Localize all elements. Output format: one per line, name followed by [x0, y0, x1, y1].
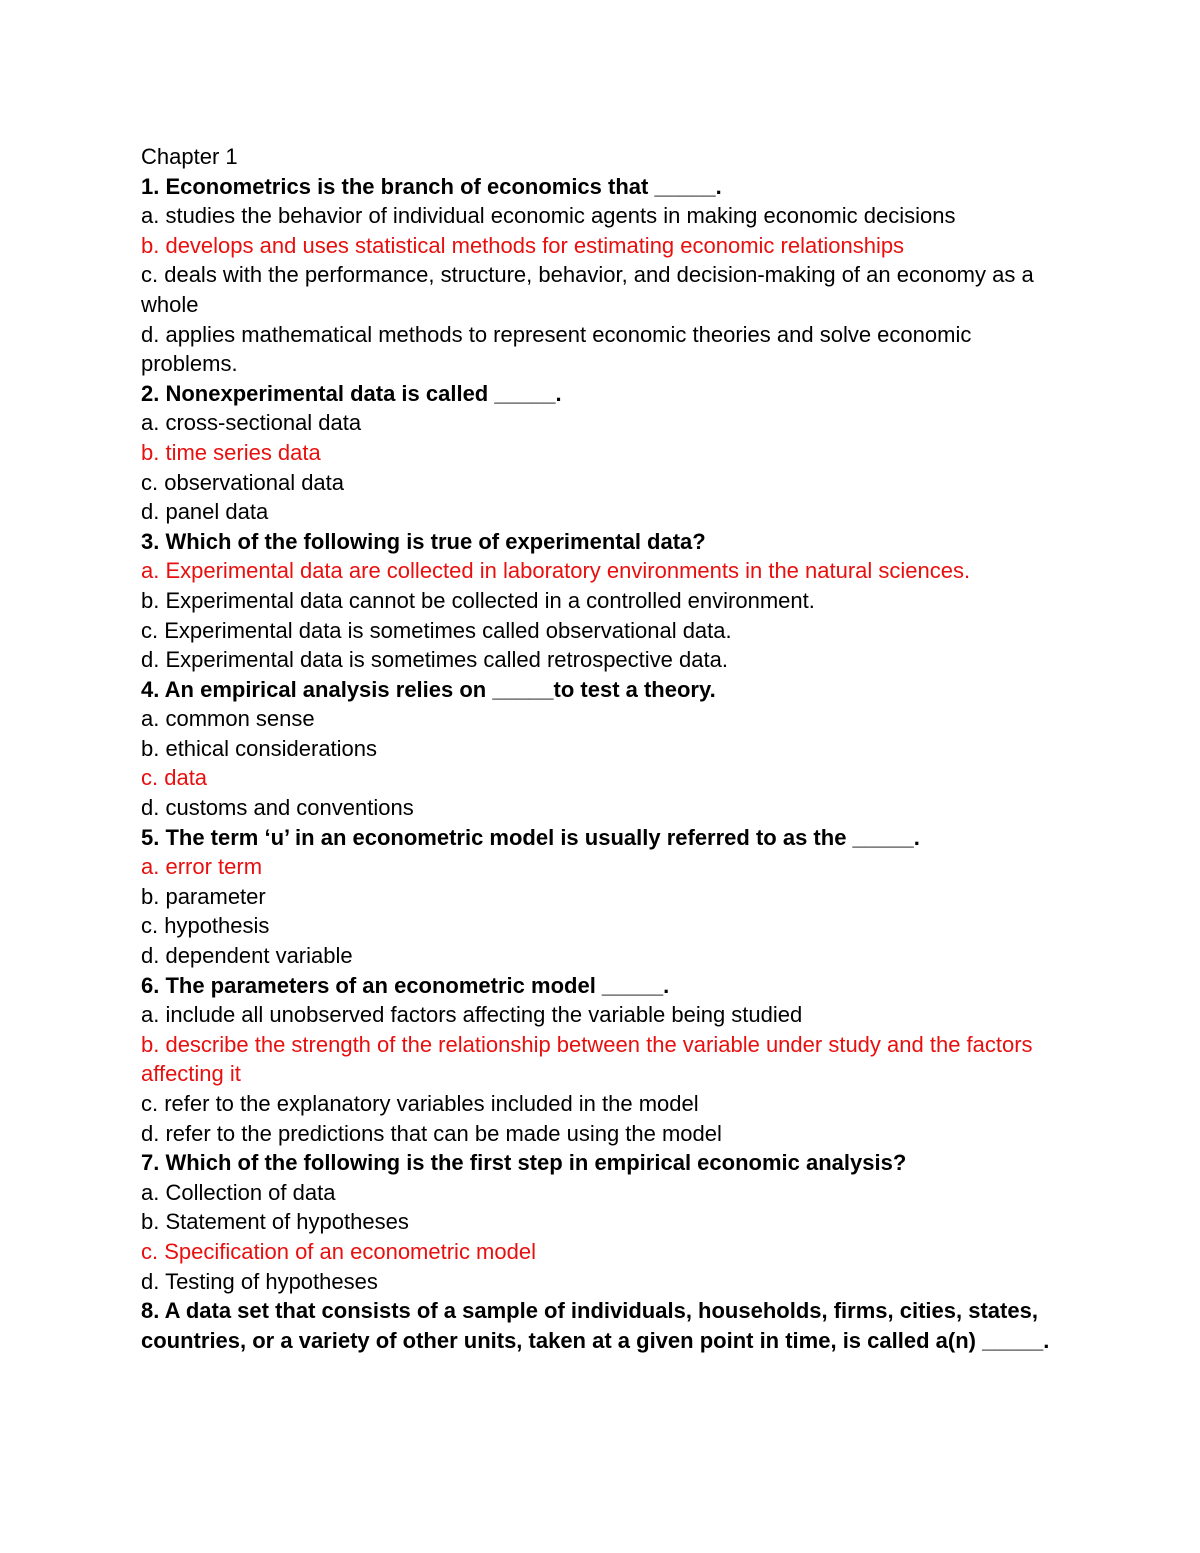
question-block	[141, 1296, 1066, 1355]
question-block	[141, 675, 1066, 823]
answer-option: a. common sense	[141, 706, 315, 732]
answer-option: d. Testing of hypotheses	[141, 1268, 378, 1294]
answer-option: d. refer to the predictions that can be made using the model	[141, 1120, 722, 1146]
answer-option: b. Experimental data cannot be collected in a controlled environment.	[141, 587, 815, 613]
answer-option: d. dependent variable	[141, 943, 353, 969]
question-block	[141, 1148, 1066, 1296]
answer-option: c. deals with the performance, structure, behavior, and decision-making of an economy as a whole	[141, 262, 1034, 317]
answer-option: d. applies mathematical methods to represent economic theories and solve economic problems.	[141, 321, 972, 377]
answer-option: a. cross-sectional data	[141, 410, 362, 436]
question-text: 2. Nonexperimental data is called _____.	[141, 380, 562, 406]
answer-option: a. studies the behavior of individual economic agents in making economic decisions	[141, 203, 956, 229]
correct-answer-option: a. error term	[141, 854, 263, 880]
answer-option: b. ethical considerations	[141, 735, 378, 761]
answer-option: b. Statement of hypotheses	[141, 1209, 409, 1235]
correct-answer-option: b. develops and uses statistical methods for estimating economic relationships	[141, 232, 905, 258]
question-block	[141, 527, 1066, 675]
document-page	[141, 142, 1066, 1355]
question-block	[141, 971, 1066, 1149]
correct-answer-option: c. data	[141, 765, 208, 791]
answer-option: c. hypothesis	[141, 913, 270, 939]
question-text: 8. A data set that consists of a sample of individuals, households, firms, cities, states, countries, or a variety of other units, taken at a given point in time, is called a(n) _____.	[141, 1298, 1050, 1353]
question-text: 6. The parameters of an econometric model _____.	[141, 972, 670, 998]
answer-option: c. observational data	[141, 469, 345, 495]
answer-option: d. Experimental data is sometimes called retrospective data.	[141, 647, 728, 673]
chapter-title: Chapter 1	[141, 144, 238, 169]
question-block	[141, 379, 1066, 527]
answer-option: c. refer to the explanatory variables included in the model	[141, 1091, 699, 1116]
question-block	[141, 823, 1066, 971]
answer-option: d. customs and conventions	[141, 795, 414, 821]
question-text: 4. An empirical analysis relies on _____to test a theory.	[141, 676, 716, 702]
correct-answer-option: c. Specification of an econometric model	[141, 1238, 536, 1264]
answer-option: a. Collection of data	[141, 1179, 336, 1205]
question-block	[141, 172, 1066, 379]
answer-option: b. parameter	[141, 883, 266, 909]
answer-option: a. include all unobserved factors affecting the variable being studied	[141, 1002, 803, 1028]
answer-option: c. Experimental data is sometimes called observational data.	[141, 617, 732, 643]
correct-answer-option: b. time series data	[141, 439, 321, 465]
question-text: 3. Which of the following is true of experimental data?	[141, 528, 706, 554]
correct-answer-option: b. describe the strength of the relationship between the variable under study and the factors affecting it	[141, 1031, 1033, 1087]
question-text: 7. Which of the following is the first step in empirical economic analysis?	[141, 1150, 907, 1176]
correct-answer-option: a. Experimental data are collected in laboratory environments in the natural sciences.	[141, 558, 971, 584]
question-text: 5. The term ‘u’ in an econometric model is usually referred to as the _____.	[141, 824, 920, 850]
answer-option: d. panel data	[141, 499, 269, 525]
question-text: 1. Econometrics is the branch of economics that _____.	[141, 173, 722, 199]
